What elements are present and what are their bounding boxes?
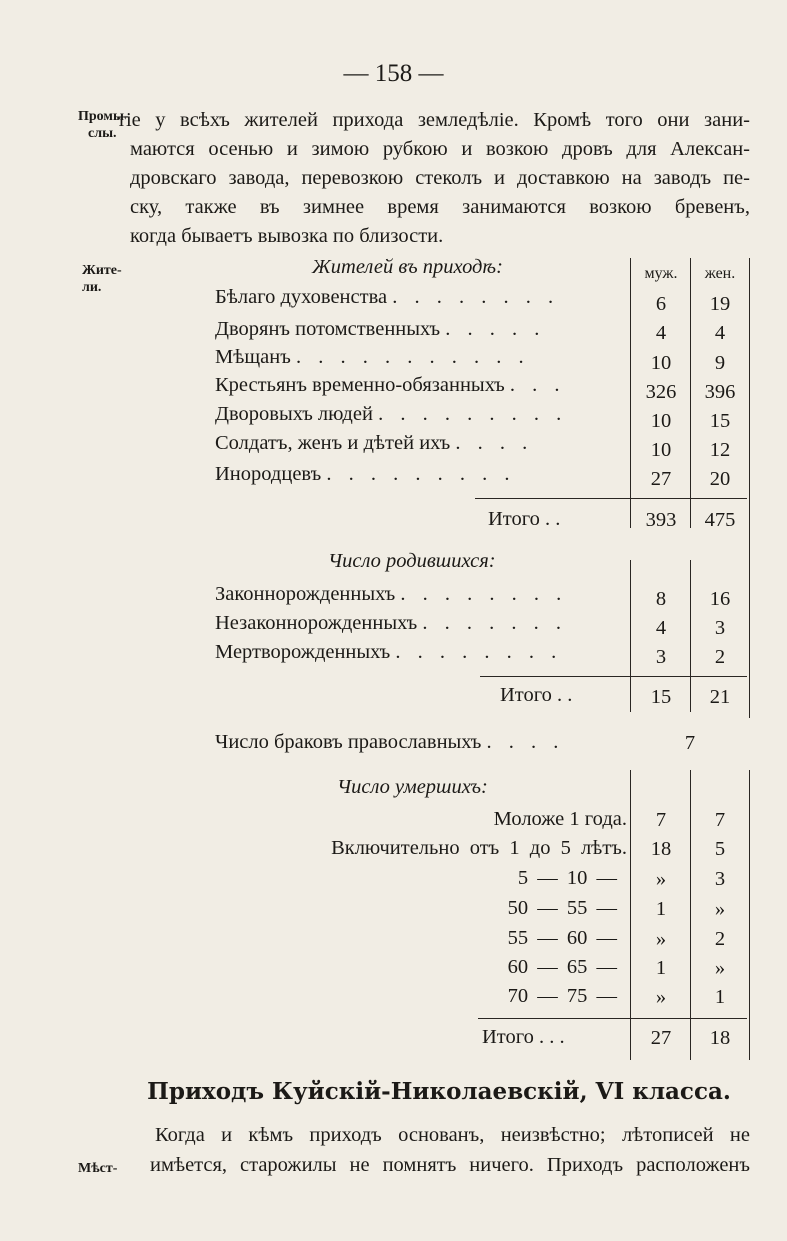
row-label: Бѣлаго духовенства xyxy=(215,286,388,308)
row-label: Инородцевъ xyxy=(215,463,322,485)
parish-heading: Приходъ Куйскій-Николаевскій, VI класса. xyxy=(147,1078,731,1105)
total-rule xyxy=(480,676,747,677)
table-row xyxy=(215,612,567,635)
intro-line: тіе у всѣхъ жителей прихода земледѣліе. Кромѣ того они зани- xyxy=(117,109,750,131)
male-count: 10 xyxy=(650,352,672,374)
footer-line: имѣется, старожилы не помнятъ ничего. Приходъ расположенъ xyxy=(150,1154,750,1176)
female-count: 396 xyxy=(704,381,736,403)
births-total-female: 21 xyxy=(709,686,731,708)
female-count: 16 xyxy=(709,588,731,610)
male-count: 10 xyxy=(650,439,672,461)
female-count: 2 xyxy=(714,646,726,668)
male-count: 8 xyxy=(655,588,667,610)
male-count: 3 xyxy=(655,646,667,668)
death-row-label: 60 — 65 — xyxy=(507,956,617,978)
table-rule xyxy=(630,560,631,712)
row-label: Мѣщанъ xyxy=(215,346,291,368)
female-count: 7 xyxy=(714,809,726,831)
margin-note-line: Жите- xyxy=(82,263,122,278)
deaths-total-female: 18 xyxy=(709,1027,731,1049)
row-label: Солдатъ, женъ и дѣтей ихъ xyxy=(215,432,451,454)
table-row xyxy=(215,432,533,455)
male-count: » xyxy=(655,868,667,890)
births-total-label: Итого . . xyxy=(500,684,573,706)
intro-line: маются осенью и зимою рубкою и возкою дровъ для Алексан- xyxy=(130,138,750,160)
footer-paragraph xyxy=(130,1120,750,1180)
row-label: Дворянъ потомственныхъ xyxy=(215,318,441,340)
table-row xyxy=(215,374,566,397)
marriages-count: 7 xyxy=(684,732,696,754)
row-leader: . . . . . . . xyxy=(422,612,567,634)
female-count: 3 xyxy=(714,617,726,639)
male-count: 6 xyxy=(655,293,667,315)
row-leader: . . . . xyxy=(486,731,565,753)
row-label: Число браковъ православныхъ xyxy=(215,731,482,753)
death-row-label: 5 — 10 — xyxy=(517,867,617,889)
male-count: » xyxy=(655,928,667,950)
row-leader: . . . . . . . . xyxy=(400,583,568,605)
table-row xyxy=(215,286,559,309)
table-rule xyxy=(630,770,631,1060)
row-leader: . . . . . . . . xyxy=(395,641,563,663)
male-count: 7 xyxy=(655,809,667,831)
residents-total-label: Итого . . xyxy=(488,508,561,530)
male-count: 4 xyxy=(655,617,667,639)
female-count: » xyxy=(714,898,726,920)
residents-total-male: 393 xyxy=(645,509,677,531)
deaths-title: Число умершихъ: xyxy=(337,776,488,798)
margin-note-line: Промы- xyxy=(78,109,129,124)
margin-note-zhiteli xyxy=(82,262,122,296)
births-total-male: 15 xyxy=(650,686,672,708)
female-count: 20 xyxy=(709,468,731,490)
column-header-female: жен. xyxy=(704,265,736,282)
male-count: 1 xyxy=(655,898,667,920)
deaths-total-male: 27 xyxy=(650,1027,672,1049)
row-leader: . . . . xyxy=(455,432,534,454)
row-leader: . . . . . . . . . xyxy=(326,463,516,485)
row-leader: . . . . . . . . . . . xyxy=(295,346,530,368)
female-count: 1 xyxy=(714,986,726,1008)
table-row xyxy=(215,463,515,486)
row-label: Законнорожденныхъ xyxy=(215,583,396,605)
births-title: Число родившихся: xyxy=(328,550,496,572)
death-row-label: 50 — 55 — xyxy=(507,897,617,919)
row-leader: . . . xyxy=(509,374,566,396)
female-count: 5 xyxy=(714,838,726,860)
male-count: 4 xyxy=(655,322,667,344)
table-row xyxy=(215,346,530,369)
row-leader: . . . . . . . . xyxy=(392,286,560,308)
male-count: 1 xyxy=(655,957,667,979)
row-label: Мертворожденныхъ xyxy=(215,641,391,663)
row-leader: . . . . . . . . . xyxy=(378,403,568,425)
male-count: 10 xyxy=(650,410,672,432)
female-count: 19 xyxy=(709,293,731,315)
total-rule xyxy=(475,498,747,499)
margin-note-line: слы. xyxy=(88,126,117,141)
table-rule xyxy=(630,258,631,528)
marriages-row xyxy=(215,731,564,754)
death-row-label: 70 — 75 — xyxy=(507,985,617,1007)
total-rule xyxy=(478,1018,747,1019)
table-rule xyxy=(749,770,750,1060)
death-row-label: Моложе 1 года. xyxy=(493,808,627,830)
row-label: Крестьянъ временно-обязанныхъ xyxy=(215,374,505,396)
male-count: » xyxy=(655,986,667,1008)
female-count: » xyxy=(714,957,726,979)
table-rule xyxy=(749,258,750,718)
intro-line: когда бываетъ вывозка по близости. xyxy=(130,225,444,247)
death-row-label: Включительно отъ 1 до 5 лѣтъ. xyxy=(331,837,627,859)
row-leader: . . . . . xyxy=(445,318,546,340)
table-row xyxy=(215,583,567,606)
residents-total-female: 475 xyxy=(704,509,736,531)
female-count: 12 xyxy=(709,439,731,461)
intro-line: ску, также въ зимнее время занимаются возкою бревенъ, xyxy=(130,196,750,218)
female-count: 15 xyxy=(709,410,731,432)
table-row xyxy=(215,641,562,664)
residents-title: Жителей въ приходѣ: xyxy=(312,256,503,278)
male-count: 27 xyxy=(650,468,672,490)
margin-note-mest: Мѣст- xyxy=(78,1161,118,1176)
deaths-total-label: Итого . . . xyxy=(482,1026,565,1048)
margin-note-line: ли. xyxy=(82,280,102,295)
footer-line: Когда и кѣмъ приходъ основанъ, неизвѣстно; лѣтописей не xyxy=(155,1124,750,1146)
female-count: 4 xyxy=(714,322,726,344)
death-row-label: 55 — 60 — xyxy=(507,927,617,949)
male-count: 326 xyxy=(645,381,677,403)
row-label: Незаконнорожденныхъ xyxy=(215,612,418,634)
row-label: Дворовыхъ людей xyxy=(215,403,373,425)
intro-paragraph xyxy=(117,106,750,251)
column-header-male: муж. xyxy=(644,265,678,282)
intro-line: дровскаго завода, перевозкою стеколъ и доставкою на заводъ пе- xyxy=(130,167,750,189)
page-number: — 158 — xyxy=(343,60,444,87)
female-count: 3 xyxy=(714,868,726,890)
female-count: 2 xyxy=(714,928,726,950)
female-count: 9 xyxy=(714,352,726,374)
table-row xyxy=(215,318,545,341)
table-row xyxy=(215,403,567,426)
male-count: 18 xyxy=(650,838,672,860)
